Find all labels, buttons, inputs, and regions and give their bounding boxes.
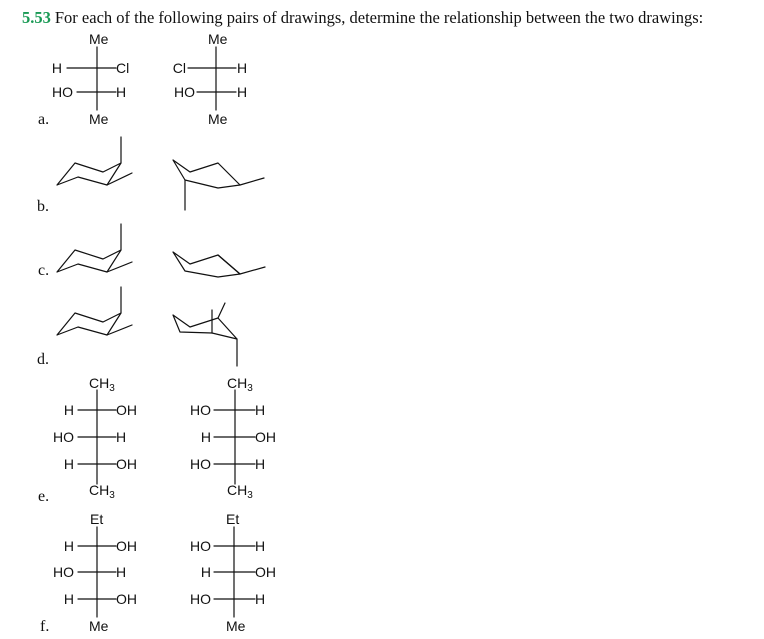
fischer-f-right-bonds <box>214 527 255 617</box>
fischer-a-left-r2-right: H <box>116 84 127 100</box>
fischer-a-right-r2-left: HO <box>174 84 195 100</box>
fischer-f-left-bottom: Me <box>89 618 109 634</box>
fischer-a-right-r1-right: H <box>237 60 248 76</box>
fischer-f-right-bottom: Me <box>226 618 246 634</box>
fischer-f-right-top: Et <box>226 511 240 527</box>
fischer-f-left-bonds <box>78 527 116 617</box>
fischer-a-left-r1-right: Cl <box>116 60 130 76</box>
fischer-e-left-r2-left: HO <box>53 429 74 445</box>
fischer-e-right-bottom: $CH_3$ <box>227 482 253 501</box>
fischer-e-left-bonds <box>78 390 116 484</box>
part-label-e: e. <box>38 488 50 505</box>
part-label-c: c. <box>38 262 50 279</box>
fischer-f-left-r3-left: H <box>63 591 74 607</box>
fischer-f-left-r1-left: H <box>63 538 74 554</box>
chair-c-right <box>173 252 265 277</box>
fischer-e-left-r3-right: OH <box>116 456 137 472</box>
chair-c-left <box>57 224 132 272</box>
fischer-a-right-r1-left: Cl <box>172 60 186 76</box>
fischer-e-right-r2-left: H <box>200 429 211 445</box>
fischer-a-left-r2-left: HO <box>52 84 73 100</box>
chair-d-right <box>173 303 237 366</box>
fischer-a-left-r1-left: H <box>51 60 62 76</box>
chair-d-left <box>57 287 132 335</box>
chair-b-right <box>173 160 264 210</box>
fischer-f-left-r1-right: OH <box>116 538 137 554</box>
fischer-a-left-bonds <box>67 47 116 110</box>
fischer-e-left-r3-left: H <box>63 456 74 472</box>
fischer-a-right-r2-right: H <box>237 84 248 100</box>
fischer-e-right-r3-right: H <box>255 456 266 472</box>
part-label-f: f. <box>40 618 50 635</box>
fischer-f-left-r2-right: H <box>116 564 127 580</box>
chair-b-left <box>57 137 132 185</box>
problem-number: 5.53 <box>22 8 51 27</box>
fischer-e-left-top: $CH_3$ <box>89 375 115 394</box>
problem-text: For each of the following pairs of drawings, determine the relationship between the two drawings: <box>54 8 704 27</box>
fischer-f-right-r1-left: HO <box>190 538 211 554</box>
fischer-e-right-r1-left: HO <box>190 402 211 418</box>
fischer-f-right-r2-left: H <box>200 564 211 580</box>
part-label-b: b. <box>37 198 49 215</box>
fischer-f-left-r2-left: HO <box>53 564 74 580</box>
fischer-e-right-bonds <box>214 390 255 484</box>
fischer-a-right-bonds <box>188 47 236 110</box>
fischer-f-right-r1-right: H <box>255 538 266 554</box>
fischer-e-right-r2-right: OH <box>255 429 276 445</box>
fischer-e-left-r2-right: H <box>116 429 127 445</box>
fischer-e-left-r1-left: H <box>63 402 74 418</box>
part-label-d: d. <box>37 351 49 368</box>
fischer-e-left-r1-right: OH <box>116 402 137 418</box>
fischer-e-right-r1-right: H <box>255 402 266 418</box>
fischer-e-right-top: $CH_3$ <box>227 375 253 394</box>
fischer-e-left-bottom: $CH_3$ <box>89 482 115 501</box>
fischer-e-right-r3-left: HO <box>190 456 211 472</box>
part-label-a: a. <box>38 111 50 128</box>
fischer-f-left-top: Et <box>90 511 104 527</box>
fischer-f-right-r3-right: H <box>255 591 266 607</box>
fischer-a-left-bottom: Me <box>89 111 109 127</box>
fischer-f-right-r3-left: HO <box>190 591 211 607</box>
fischer-f-right-r2-right: OH <box>255 564 276 580</box>
fischer-a-right-top: Me <box>208 31 228 47</box>
fischer-f-left-r3-right: OH <box>116 591 137 607</box>
fischer-a-left-top: Me <box>89 31 109 47</box>
fischer-a-right-bottom: Me <box>208 111 228 127</box>
